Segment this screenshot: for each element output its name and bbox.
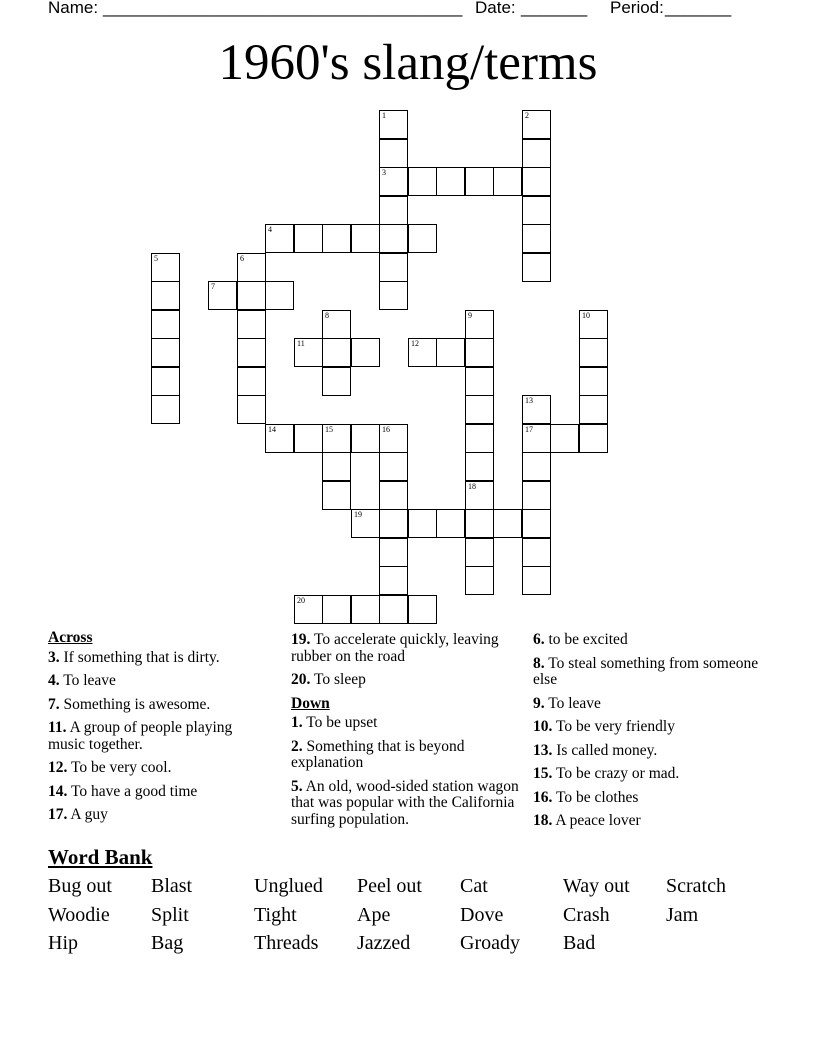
- crossword-cell[interactable]: [379, 509, 408, 538]
- across-clue: [48, 673, 268, 690]
- crossword-cell[interactable]: [465, 395, 494, 424]
- crossword-cell[interactable]: [465, 310, 494, 339]
- crossword-cell[interactable]: [351, 424, 380, 453]
- down-heading: Down: [291, 694, 330, 712]
- crossword-cell[interactable]: [579, 424, 608, 453]
- crossword-cell[interactable]: [522, 481, 551, 510]
- crossword-cell[interactable]: [237, 310, 266, 339]
- crossword-cell[interactable]: [237, 395, 266, 424]
- crossword-cell[interactable]: [493, 509, 522, 538]
- clue-number: 1.: [291, 714, 303, 731]
- crossword-cell[interactable]: [322, 595, 351, 624]
- clue-number-label: 1: [382, 111, 386, 120]
- crossword-cell[interactable]: [379, 481, 408, 510]
- clue-number-label: 15: [325, 425, 333, 434]
- crossword-cell[interactable]: [351, 509, 380, 538]
- crossword-cell[interactable]: [579, 310, 608, 339]
- clue-number: 18.: [533, 812, 553, 829]
- word-bank-entry: Bag: [151, 932, 184, 954]
- word-bank-entry: Blast: [151, 875, 193, 897]
- across-heading: Across: [48, 629, 93, 646]
- name-line[interactable]: ______________________________________: [103, 0, 463, 17]
- down-clue: [533, 719, 773, 736]
- clue-text: To be very cool.: [70, 759, 172, 776]
- crossword-cell[interactable]: [322, 224, 351, 253]
- clue-number: 15.: [533, 765, 553, 782]
- crossword-cell[interactable]: [522, 139, 551, 168]
- clue-text: To accelerate quickly, leaving rubber on the road: [291, 631, 499, 665]
- clue-number-label: 20: [297, 596, 305, 605]
- word-bank-entry: Threads: [254, 932, 319, 954]
- clue-number-label: 5: [154, 254, 158, 263]
- crossword-cell[interactable]: [465, 481, 494, 510]
- word-bank-title: Word Bank: [48, 845, 153, 869]
- crossword-cell[interactable]: [465, 566, 494, 595]
- crossword-cell[interactable]: [379, 281, 408, 310]
- crossword-cell[interactable]: [379, 196, 408, 225]
- crossword-cell[interactable]: [208, 281, 237, 310]
- date-line[interactable]: _______: [521, 0, 588, 17]
- period-label: Period:: [610, 0, 664, 17]
- down-clue: [533, 696, 773, 713]
- crossword-cell[interactable]: [379, 538, 408, 567]
- crossword-cell[interactable]: [294, 595, 323, 624]
- clue-number-label: 11: [297, 339, 305, 348]
- clue-text: An old, wood-sided station wagon that was popular with the California surfing population.: [291, 777, 519, 828]
- word-bank-entry: Crash: [563, 904, 610, 926]
- crossword-cell[interactable]: [465, 452, 494, 481]
- crossword-cell[interactable]: [465, 424, 494, 453]
- crossword-cell[interactable]: [522, 196, 551, 225]
- clue-text: If something that is dirty.: [63, 648, 220, 666]
- across-clue: [48, 760, 268, 777]
- clue-text: to be excited: [548, 631, 628, 648]
- crossword-cell[interactable]: [379, 224, 408, 253]
- clue-number: 2.: [291, 737, 303, 755]
- word-bank-entry: Jam: [666, 904, 699, 926]
- crossword-cell[interactable]: [294, 338, 323, 367]
- crossword-cell[interactable]: [579, 338, 608, 367]
- clue-number: 20.: [291, 671, 311, 688]
- clue-number-label: 12: [411, 339, 419, 348]
- crossword-cell[interactable]: [522, 110, 551, 139]
- across-clue: [291, 672, 521, 689]
- word-bank-entry: Way out: [563, 875, 630, 897]
- crossword-cell[interactable]: [408, 167, 437, 196]
- word-bank-entry: Cat: [460, 875, 488, 897]
- crossword-cell[interactable]: [322, 424, 351, 453]
- clue-number-label: 18: [468, 482, 476, 491]
- word-bank-entry: Dove: [460, 904, 504, 926]
- crossword-cell[interactable]: [436, 338, 465, 367]
- clue-text: A peace lover: [555, 812, 641, 829]
- down-clue: [533, 766, 773, 783]
- clue-number: 4.: [48, 672, 60, 689]
- crossword-cell[interactable]: [579, 367, 608, 396]
- clue-number-label: 10: [582, 311, 590, 320]
- clue-number: 9.: [533, 694, 545, 712]
- crossword-cell[interactable]: [265, 224, 294, 253]
- word-bank-entry: Tight: [254, 904, 297, 926]
- clue-text: To sleep: [313, 671, 366, 688]
- down-clue: [291, 715, 521, 732]
- word-bank-entry: Bad: [563, 932, 596, 954]
- word-bank-entry: Jazzed: [357, 932, 411, 954]
- clues-column-2: [291, 632, 521, 835]
- clue-number: 3.: [48, 648, 60, 666]
- clue-text: To be crazy or mad.: [555, 765, 680, 782]
- crossword-cell[interactable]: [265, 281, 294, 310]
- clue-number: 11.: [48, 719, 67, 736]
- across-clue: [48, 784, 268, 801]
- across-clue: [48, 650, 268, 667]
- clue-text: Something is awesome.: [63, 695, 211, 713]
- clue-number: 5.: [291, 777, 303, 795]
- crossword-cell[interactable]: [322, 367, 351, 396]
- clue-number: 14.: [48, 782, 68, 800]
- crossword-cell[interactable]: [294, 224, 323, 253]
- crossword-cell[interactable]: [522, 566, 551, 595]
- down-clue: [291, 779, 521, 829]
- crossword-cell[interactable]: [237, 338, 266, 367]
- clue-number-label: 9: [468, 311, 472, 320]
- crossword-cell[interactable]: [237, 281, 266, 310]
- clue-number-label: 19: [354, 510, 362, 519]
- crossword-cell[interactable]: [265, 424, 294, 453]
- word-bank-entry: Split: [151, 904, 189, 926]
- word-bank-entry: Scratch: [666, 875, 726, 897]
- crossword-cell[interactable]: [522, 509, 551, 538]
- crossword-cell[interactable]: [322, 338, 351, 367]
- crossword-cell[interactable]: [237, 253, 266, 282]
- crossword-cell[interactable]: [151, 395, 180, 424]
- crossword-cell[interactable]: [408, 224, 437, 253]
- crossword-cell[interactable]: [322, 481, 351, 510]
- word-bank-entry: Groady: [460, 932, 520, 954]
- word-bank-entry: Woodie: [48, 904, 110, 926]
- word-bank-entry: Hip: [48, 932, 78, 954]
- crossword-cell[interactable]: [522, 538, 551, 567]
- word-bank-entry: Ape: [357, 904, 391, 926]
- crossword-cell[interactable]: [379, 424, 408, 453]
- clue-number: 12.: [48, 759, 68, 776]
- crossword-cell[interactable]: [379, 139, 408, 168]
- crossword-cell[interactable]: [522, 452, 551, 481]
- clue-number: 19.: [291, 631, 311, 648]
- clue-number-label: 3: [382, 168, 386, 177]
- down-clue: [533, 632, 773, 649]
- crossword-cell[interactable]: [151, 253, 180, 282]
- crossword-cell[interactable]: [408, 338, 437, 367]
- clue-number: 16.: [533, 788, 553, 806]
- clue-text: A guy: [70, 806, 108, 823]
- clue-number: 7.: [48, 695, 60, 713]
- crossword-cell[interactable]: [237, 367, 266, 396]
- crossword-cell[interactable]: [351, 595, 380, 624]
- crossword-cell[interactable]: [151, 338, 180, 367]
- down-clue: [291, 739, 521, 772]
- crossword-cell[interactable]: [522, 395, 551, 424]
- clue-number: 17.: [48, 806, 68, 823]
- clue-number-label: 4: [268, 225, 272, 234]
- across-clue: [48, 807, 268, 824]
- clue-text: Something that is beyond explanation: [291, 737, 465, 771]
- clue-text: To leave: [63, 672, 116, 689]
- crossword-cell[interactable]: [465, 538, 494, 567]
- clues-column-1: [48, 630, 268, 831]
- period-line[interactable]: _______: [665, 0, 732, 17]
- crossword-cell[interactable]: [522, 424, 551, 453]
- clue-number-label: 8: [325, 311, 329, 320]
- clue-text: To be upset: [306, 714, 378, 731]
- word-bank-entry: Peel out: [357, 875, 422, 897]
- clues-column-3: [533, 632, 773, 837]
- crossword-cell[interactable]: [522, 253, 551, 282]
- clue-text: To leave: [548, 694, 601, 712]
- down-clue: [533, 743, 773, 760]
- clue-number-label: 16: [382, 425, 390, 434]
- crossword-cell[interactable]: [379, 452, 408, 481]
- crossword-cell[interactable]: [493, 167, 522, 196]
- crossword-cell[interactable]: [408, 509, 437, 538]
- across-clue: [48, 720, 268, 753]
- crossword-cell[interactable]: [151, 310, 180, 339]
- down-clue: [533, 790, 773, 807]
- clue-number-label: 13: [525, 396, 533, 405]
- crossword-cell[interactable]: [322, 452, 351, 481]
- crossword-cell[interactable]: [151, 367, 180, 396]
- crossword-cell[interactable]: [465, 338, 494, 367]
- crossword-cell[interactable]: [379, 566, 408, 595]
- crossword-cell[interactable]: [351, 338, 380, 367]
- crossword-cell[interactable]: [351, 224, 380, 253]
- crossword-cell[interactable]: [379, 253, 408, 282]
- clue-number-label: 7: [211, 282, 215, 291]
- clue-number-label: 2: [525, 111, 529, 120]
- word-bank-entry: Bug out: [48, 875, 112, 897]
- crossword-cell[interactable]: [522, 224, 551, 253]
- crossword-cell[interactable]: [379, 595, 408, 624]
- clue-text: To be clothes: [555, 788, 639, 806]
- clue-number-label: 6: [240, 254, 244, 263]
- word-bank-entry: Unglued: [254, 875, 323, 897]
- crossword-cell[interactable]: [522, 167, 551, 196]
- clue-number: 10.: [533, 718, 553, 735]
- clue-text: A group of people playing music together.: [48, 719, 233, 753]
- crossword-cell[interactable]: [465, 167, 494, 196]
- crossword-cell[interactable]: [379, 110, 408, 139]
- clue-number: 6.: [533, 631, 545, 648]
- across-clue: [291, 632, 521, 665]
- crossword-cell[interactable]: [379, 167, 408, 196]
- crossword-cell[interactable]: [408, 595, 437, 624]
- clue-number-label: 14: [268, 425, 276, 434]
- crossword-cell[interactable]: [322, 310, 351, 339]
- clue-text: To be very friendly: [555, 718, 675, 735]
- clue-text: Is called money.: [556, 741, 658, 759]
- down-clue: [533, 656, 773, 689]
- crossword-cell[interactable]: [294, 424, 323, 453]
- crossword-cell[interactable]: [465, 509, 494, 538]
- crossword-cell[interactable]: [465, 367, 494, 396]
- crossword-cell[interactable]: [550, 424, 579, 453]
- crossword-cell[interactable]: [151, 281, 180, 310]
- clue-number: 13.: [533, 741, 553, 759]
- crossword-cell[interactable]: [579, 395, 608, 424]
- crossword-cell[interactable]: [436, 167, 465, 196]
- clue-number-label: 17: [525, 425, 533, 434]
- clue-text: To have a good time: [70, 782, 198, 800]
- crossword-cell[interactable]: [436, 509, 465, 538]
- across-clue: [48, 697, 268, 714]
- page-title: 1960's slang/terms: [218, 35, 598, 91]
- name-label: Name:: [48, 0, 99, 17]
- date-label: Date:: [475, 0, 516, 17]
- clue-number: 8.: [533, 654, 545, 672]
- down-clue: [533, 813, 773, 830]
- clue-text: To steal something from someone else: [533, 654, 759, 688]
